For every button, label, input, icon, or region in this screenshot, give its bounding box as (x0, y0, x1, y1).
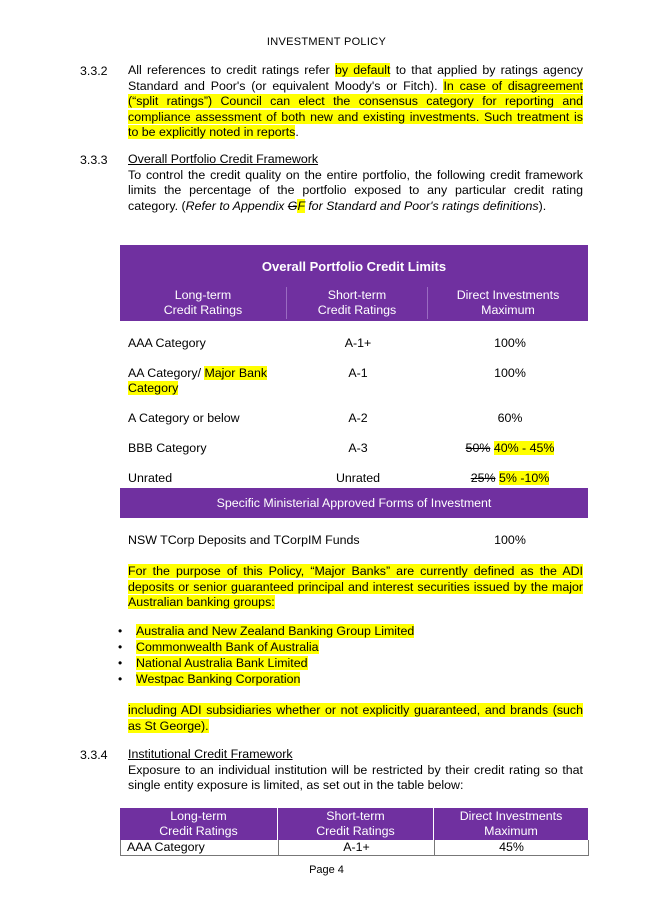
table1-row3-max: 60% (497, 411, 523, 425)
bullet-icon: • (118, 656, 123, 670)
major-bank-item (136, 624, 414, 638)
section-number-332: 3.3.2 (80, 64, 108, 78)
table1-row2-lt-text: AA Category/ (128, 366, 205, 380)
section-number-334: 3.3.4 (80, 748, 108, 762)
table1-col1-line2: Credit Ratings (163, 303, 243, 317)
table1-col1-line1: Long-term (174, 288, 232, 302)
table1-col2-header (287, 288, 427, 318)
major-bank-item-text: Australia and New Zealand Banking Group Limited (136, 624, 415, 638)
table1-row5-max (430, 471, 590, 485)
table2-col3-header (434, 809, 588, 839)
table1-row2-max: 100% (494, 366, 526, 380)
s332-highlight-1: by default (334, 63, 391, 77)
major-bank-item-text: Westpac Banking Corporation (136, 672, 301, 686)
table2-row1-st: A-1+ (343, 840, 370, 854)
table2-row1 (120, 840, 589, 856)
section-333-text (128, 152, 583, 214)
table1-row6-lt: NSW TCorp Deposits and TCorpIM Funds (128, 533, 360, 547)
table1-title: Overall Portfolio Credit Limits (261, 259, 447, 274)
page-number: Page 4 (309, 864, 344, 876)
table1-row4-lt: BBB Category (128, 441, 207, 455)
major-banks-intro-text: For the purpose of this Policy, “Major Banks” are currently defined as the ADI deposits or senior guaranteed principal and interest securities issued by the major Australian banking groups: (128, 564, 583, 609)
table2-col2-header (278, 809, 433, 839)
s333-p1-highlight: F (297, 198, 305, 213)
major-bank-item (136, 672, 300, 686)
table1-row5-max-struck: 25% (470, 471, 496, 485)
table2-col3-line1: Direct Investments (459, 809, 563, 823)
table2-divider (277, 808, 278, 840)
s334-paragraph: Exposure to an individual institution will be restricted by their credit rating so that single entity exposure is limited, as set out in the table below: (128, 762, 583, 792)
table1-col3-line1: Direct Investments (456, 288, 560, 302)
bullet-icon: • (118, 624, 123, 638)
major-bank-item (136, 656, 308, 670)
table2-col1-line2: Credit Ratings (159, 824, 238, 838)
table1-row2-st: A-1 (348, 366, 368, 380)
s333-p1-italic-2: for Standard and Poor's ratings definitions (304, 198, 539, 213)
table2-header (120, 808, 588, 840)
table1-row1-st: A-1+ (344, 336, 372, 350)
table1-row4-max-struck: 50% (465, 441, 491, 455)
table1-col2-line2: Credit Ratings (317, 303, 397, 317)
table2-col1-line1: Long-term (170, 809, 227, 823)
table2-col2-line2: Credit Ratings (316, 824, 395, 838)
table1-col1-header (120, 288, 286, 318)
table1-row4-max (430, 441, 590, 455)
table2-col1-header (120, 809, 277, 839)
table1-header (120, 245, 588, 321)
s333-heading: Overall Portfolio Credit Framework (128, 152, 319, 166)
table1-col3-line2: Maximum (481, 303, 535, 317)
s332-highlight-2: In case of disagreement (“split ratings”) Council can elect the consensus category for reporting and compliance assessment of both new and existing investments. Such treatment is to be explicitly noted in reports (128, 78, 583, 139)
s332-text-1: All references to credit ratings refer (128, 63, 335, 77)
s333-p1-italic-1: Refer to Appendix (185, 198, 288, 213)
major-banks-intro (128, 564, 583, 611)
major-banks-outro-text: including ADI subsidiaries whether or not explicitly guaranteed, and brands (such as St George). (128, 703, 583, 733)
section-334-text (128, 747, 583, 794)
page-header: INVESTMENT POLICY (266, 36, 387, 48)
table2-col2-line1: Short-term (326, 809, 385, 823)
table1-row5-max-highlight: 5% -10% (498, 471, 550, 485)
s332-text-2: to that applied by ratings agency Standard and Poor's (or equivalent Moody's or Fitch). (128, 63, 583, 93)
table1-row2-lt-highlight-2: Category (128, 381, 179, 395)
table2-row1-max: 45% (499, 840, 524, 854)
table1-row5-lt: Unrated (128, 471, 173, 485)
s333-paragraph (128, 168, 583, 215)
table1-section2-title: Specific Ministerial Approved Forms of Investment (216, 496, 492, 510)
bullet-icon: • (118, 640, 123, 654)
table2-divider (433, 808, 434, 840)
table1-row4-st: A-3 (348, 441, 368, 455)
table1-divider (286, 287, 287, 319)
table1-col2-line1: Short-term (327, 288, 387, 302)
table1-row1-max: 100% (494, 336, 526, 350)
table1-row3-lt: A Category or below (128, 411, 240, 425)
table1-divider (427, 287, 428, 319)
table2-col3-line2: Maximum (484, 824, 538, 838)
table1-col3-header (428, 288, 588, 318)
table1-row6-max: 100% (494, 533, 526, 547)
table1-row2-lt-highlight: Major Bank (204, 366, 268, 380)
table1-row3-st: A-2 (348, 411, 368, 425)
s333-p1-end: ). (538, 198, 547, 213)
section-number-333: 3.3.3 (80, 153, 108, 167)
bullet-icon: • (118, 672, 123, 686)
section-332-text (128, 63, 583, 141)
s333-p1: To control the credit quality on the entire portfolio, the following credit framework limits the percentage of the portfolio exposed to any particular credit rating category. ( (128, 167, 583, 213)
table1-row4-max-highlight: 40% - 45% (493, 441, 555, 455)
major-bank-item (136, 640, 319, 654)
major-bank-item-text: Commonwealth Bank of Australia (136, 640, 319, 654)
table1-row1-lt: AAA Category (128, 336, 206, 350)
table2-row1-lt: AAA Category (127, 840, 205, 854)
table1-row5-st: Unrated (335, 471, 381, 485)
s333-p1-struck: G (287, 198, 298, 213)
table1-section2-header (120, 488, 588, 518)
s334-heading: Institutional Credit Framework (128, 747, 293, 761)
s332-text-3: . (295, 125, 299, 139)
major-banks-outro (128, 703, 583, 734)
major-bank-item-text: National Australia Bank Limited (136, 656, 308, 670)
table1-row2-lt (128, 366, 288, 396)
